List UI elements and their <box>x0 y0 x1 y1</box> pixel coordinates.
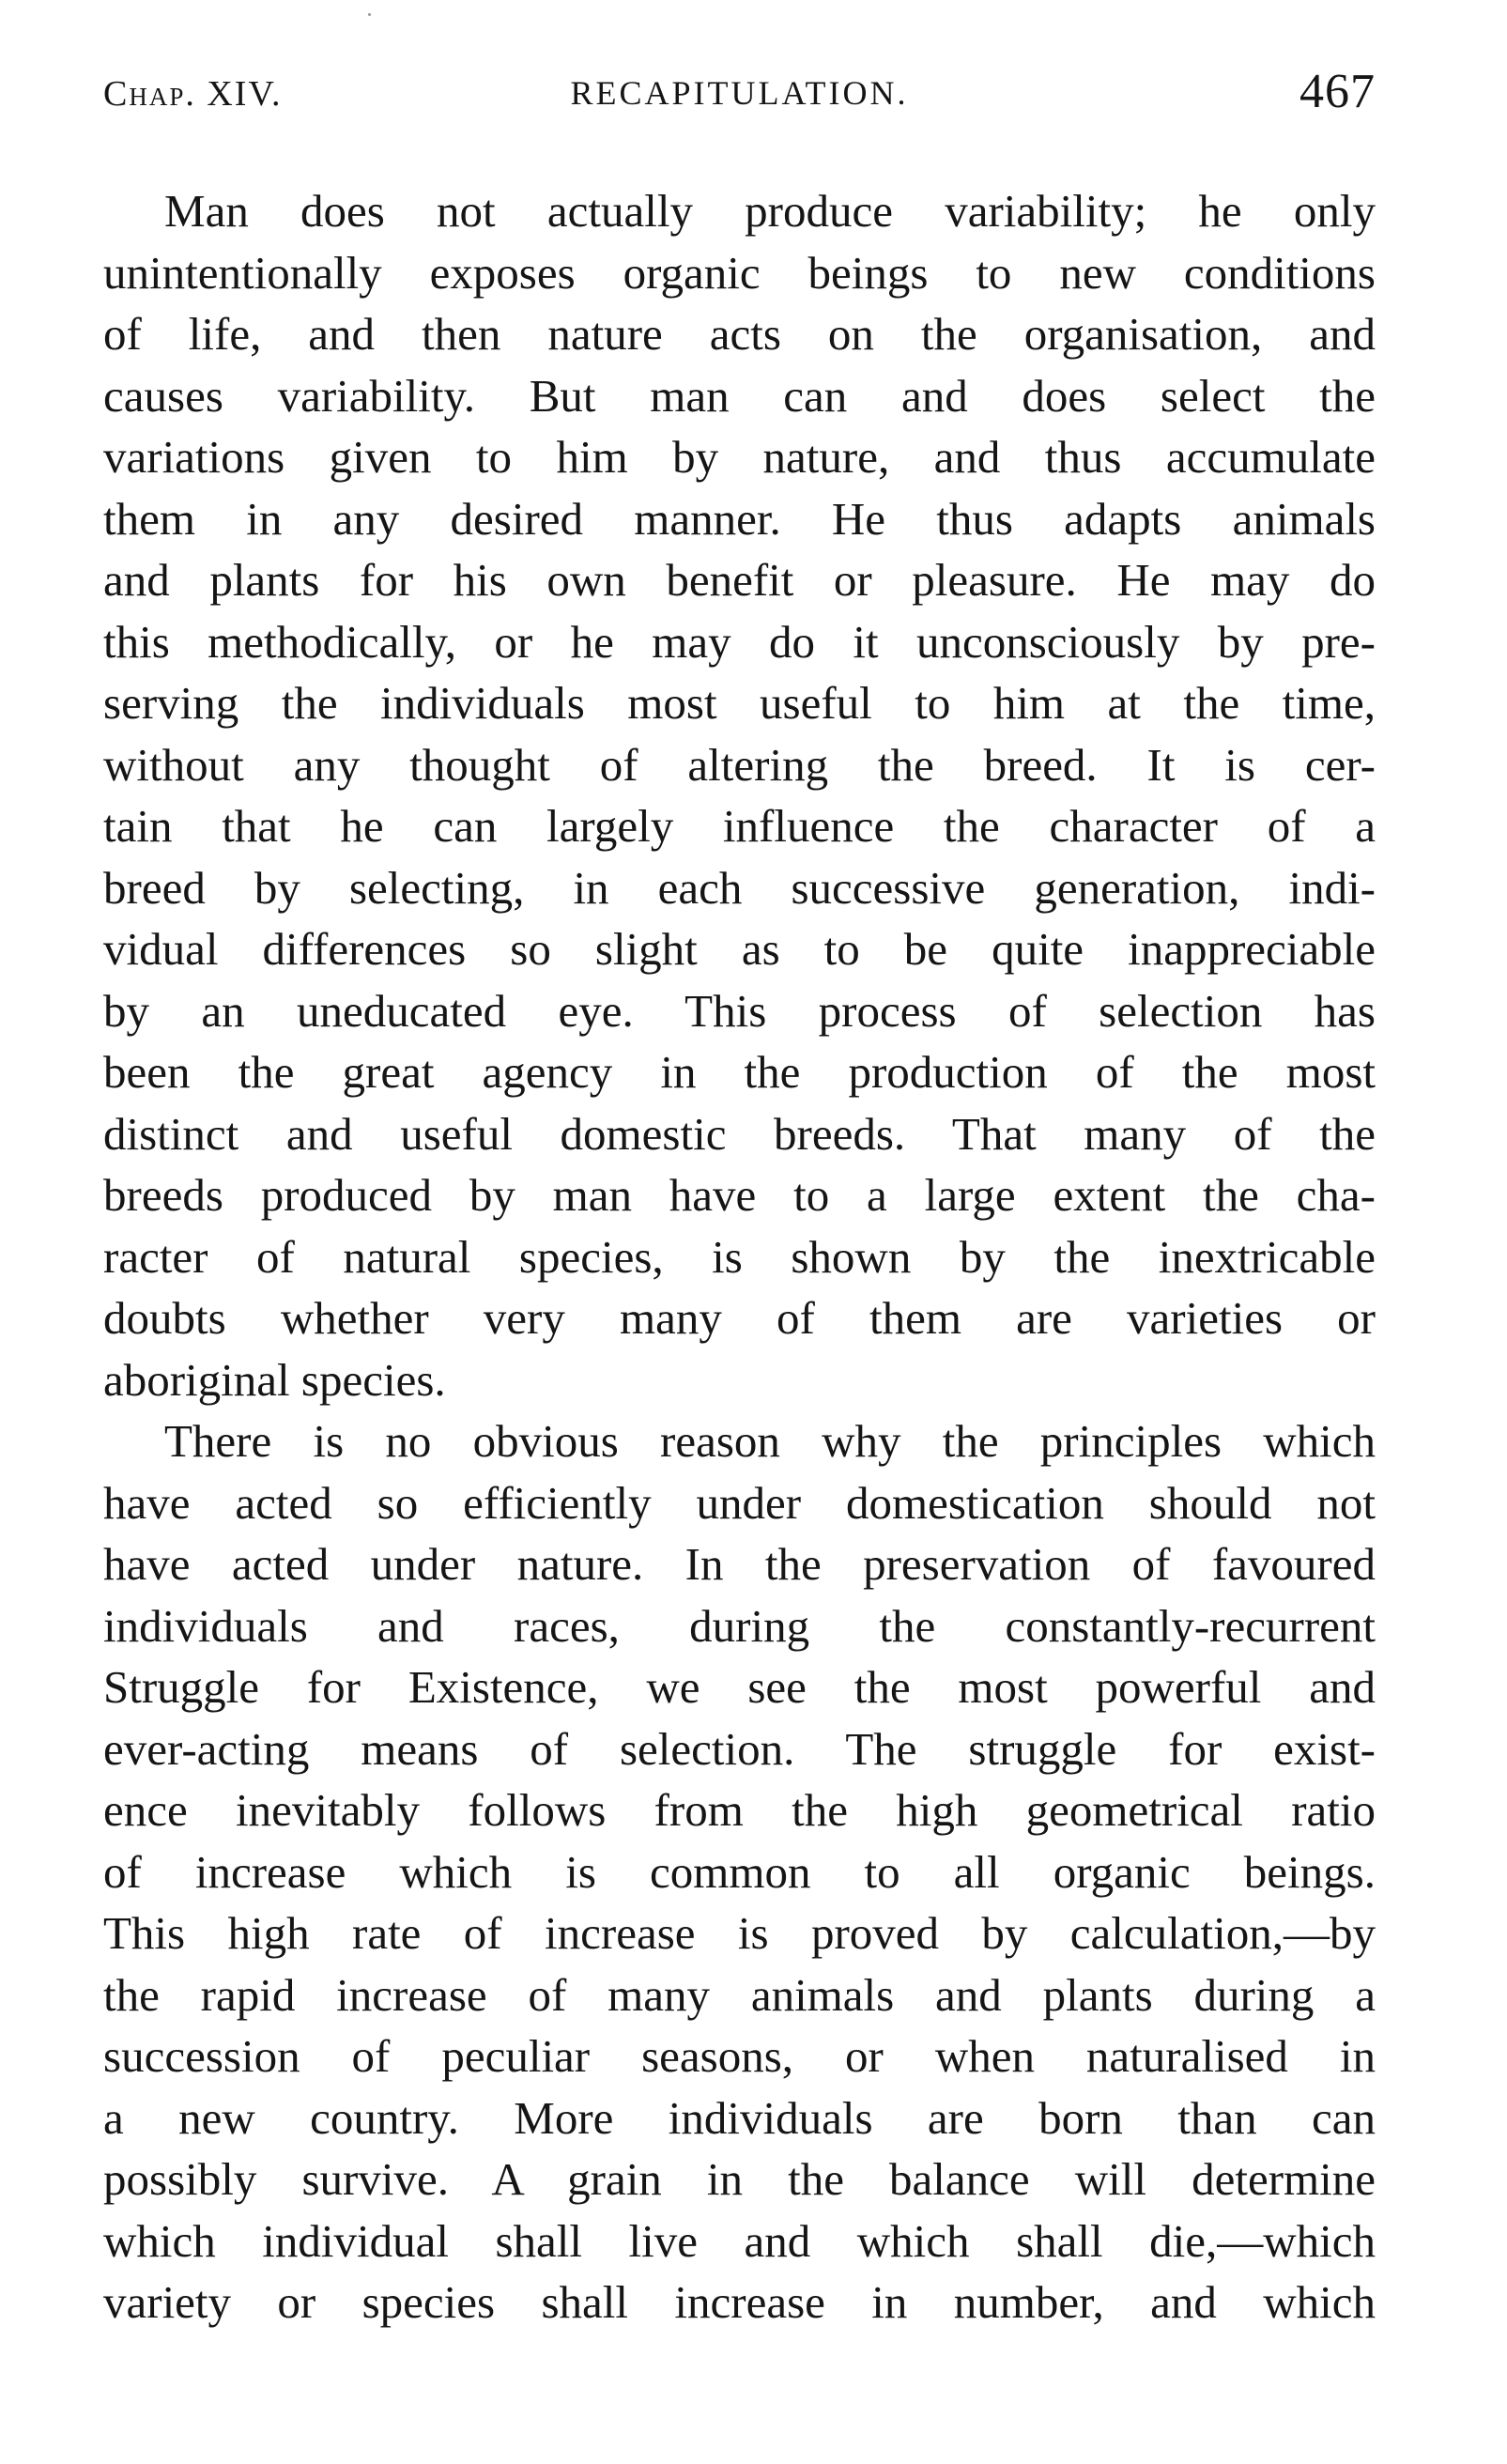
text-line: variations given to him by nature, and thus accumulate <box>103 431 1376 483</box>
text-line: doubts whether very many of them are varieties or <box>103 1292 1376 1344</box>
text-line: have acted under nature. In the preservation of favoured <box>103 1538 1376 1590</box>
paragraph-2 <box>103 1410 1376 2333</box>
text-line: have acted so efficiently under domestication should not <box>103 1476 1376 1529</box>
text-line: a new country. More individuals are born than can <box>103 2091 1376 2144</box>
text-line: vidual differences so slight as to be quite inappreciable <box>103 923 1376 975</box>
text-line: tain that he can largely influence the character of a <box>103 800 1376 852</box>
text-line: of increase which is common to all organic beings. <box>103 1845 1376 1898</box>
text-line: breed by selecting, in each successive generation, indi- <box>103 861 1376 914</box>
text-line: breeds produced by man have to a large extent the cha- <box>103 1169 1376 1221</box>
text-line: Man does not actually produce variability; he only <box>164 185 1376 237</box>
paragraph-1 <box>103 180 1376 1410</box>
running-header <box>103 64 1376 130</box>
text-line: distinct and useful domestic breeds. That many of the <box>103 1107 1376 1160</box>
text-line: without any thought of altering the breed. It is cer- <box>103 738 1376 791</box>
text-line: them in any desired manner. He thus adapts animals <box>103 492 1376 545</box>
text-line: serving the individuals most useful to him at the time, <box>103 677 1376 729</box>
page-body <box>103 180 1376 2333</box>
text-line: Struggle for Existence, we see the most powerful and <box>103 1661 1376 1713</box>
text-line: the rapid increase of many animals and plants during a <box>103 1968 1376 2021</box>
text-line: succession of peculiar seasons, or when naturalised in <box>103 2030 1376 2082</box>
text-line: unintentionally exposes organic beings to new conditions <box>103 246 1376 299</box>
text-line: individuals and races, during the constantly-recurrent <box>103 1599 1376 1652</box>
text-line: by an uneducated eye. This process of selection has <box>103 984 1376 1037</box>
text-line: possibly survive. A grain in the balance will determine <box>103 2153 1376 2205</box>
text-line: This high rate of increase is proved by calculation,—by <box>103 1907 1376 1959</box>
text-line: variety or species shall increase in number, and which <box>103 2276 1376 2328</box>
text-line: causes variability. But man can and does select the <box>103 369 1376 422</box>
text-line: ence inevitably follows from the high geometrical ratio <box>103 1784 1376 1836</box>
text-line: and plants for his own benefit or pleasure. He may do <box>103 554 1376 606</box>
text-line: of life, and then nature acts on the organisation, and <box>103 308 1376 360</box>
text-line: There is no obvious reason why the principles which <box>164 1415 1376 1467</box>
text-line: which individual shall live and which shall die,—which <box>103 2214 1376 2267</box>
chapter-label: Chap. XIV. <box>103 74 283 114</box>
print-speck <box>368 13 371 16</box>
text-line: aboriginal species. <box>103 1353 446 1406</box>
text-line: this methodically, or he may do it unconsciously by pre- <box>103 615 1376 668</box>
text-line: been the great agency in the production of the most <box>103 1046 1376 1098</box>
text-line: racter of natural species, is shown by the inextricable <box>103 1230 1376 1283</box>
page-number: 467 <box>1299 65 1376 118</box>
text-line: ever-acting means of selection. The struggle for exist- <box>103 1722 1376 1775</box>
running-title: RECAPITULATION. <box>570 74 909 112</box>
